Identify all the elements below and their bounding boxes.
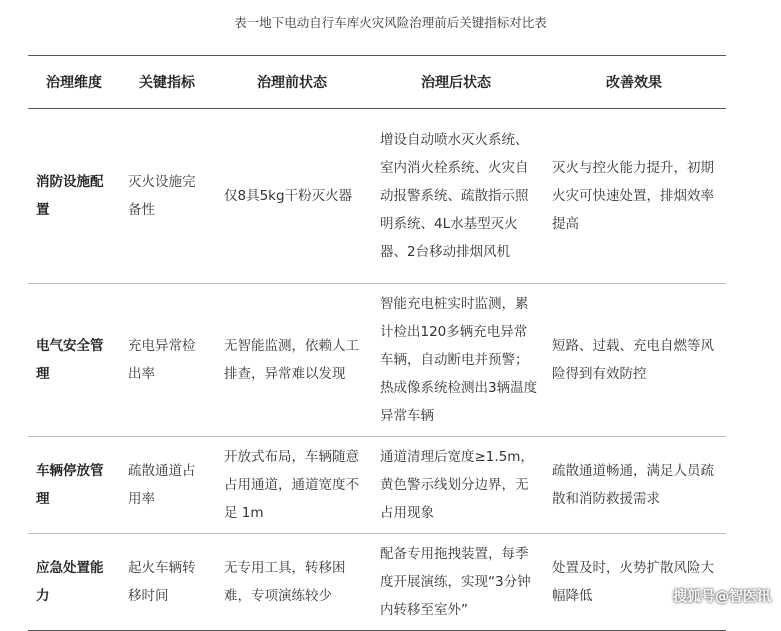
comparison-table <box>28 55 726 631</box>
cell-effect: 灭火与控火能力提升，初期火灾可快速处置，排烟效率提高 <box>542 109 726 284</box>
table-row <box>28 109 726 284</box>
watermark: 搜狐号@智医讯 <box>673 589 771 605</box>
cell-before: 无智能监测，依赖人工排查，异常难以发现 <box>214 284 370 437</box>
cell-before: 仅8具5kg干粉灭火器 <box>214 109 370 284</box>
cell-effect: 疏散通道畅通，满足人员疏散和消防救援需求 <box>542 437 726 534</box>
cell-after: 配备专用拖拽装置，每季度开展演练，实现“3分钟内转移至室外” <box>370 534 542 631</box>
table-caption: 表一地下电动自行车库火灾风险治理前后关键指标对比表 <box>234 15 547 30</box>
cell-after: 增设自动喷水灭火系统、室内消火栓系统、火灾自动报警系统、疏散指示照明系统、4L水基型灭火器、2台移动排烟风机 <box>370 109 542 284</box>
cell-after: 通道清理后宽度≥1.5m，黄色警示线划分边界，无占用现象 <box>370 437 542 534</box>
cell-dimension: 车辆停放管理 <box>28 437 120 534</box>
cell-before: 无专用工具，转移困难，专项演练较少 <box>214 534 370 631</box>
table-row <box>28 284 726 437</box>
cell-indicator: 灭火设施完备性 <box>120 109 214 284</box>
table-row <box>28 534 726 631</box>
cell-dimension: 消防设施配置 <box>28 109 120 284</box>
table-row <box>28 437 726 534</box>
cell-dimension: 电气安全管理 <box>28 284 120 437</box>
cell-indicator: 充电异常检出率 <box>120 284 214 437</box>
table-header-row <box>28 56 726 109</box>
header-dimension: 治理维度 <box>28 56 120 109</box>
header-before: 治理前状态 <box>214 56 370 109</box>
cell-effect: 处置及时，火势扩散风险大幅降低 <box>542 534 726 631</box>
cell-effect: 短路、过载、充电自燃等风险得到有效防控 <box>542 284 726 437</box>
header-after: 治理后状态 <box>370 56 542 109</box>
cell-before: 开放式布局，车辆随意占用通道，通道宽度不足 1m <box>214 437 370 534</box>
cell-indicator: 起火车辆转移时间 <box>120 534 214 631</box>
cell-indicator: 疏散通道占用率 <box>120 437 214 534</box>
cell-after: 智能充电桩实时监测，累计检出120多辆充电异常车辆，自动断电并预警；热成像系统检测出3辆温度异常车辆 <box>370 284 542 437</box>
header-effect: 改善效果 <box>542 56 726 109</box>
cell-dimension: 应急处置能力 <box>28 534 120 631</box>
header-indicator: 关键指标 <box>120 56 214 109</box>
